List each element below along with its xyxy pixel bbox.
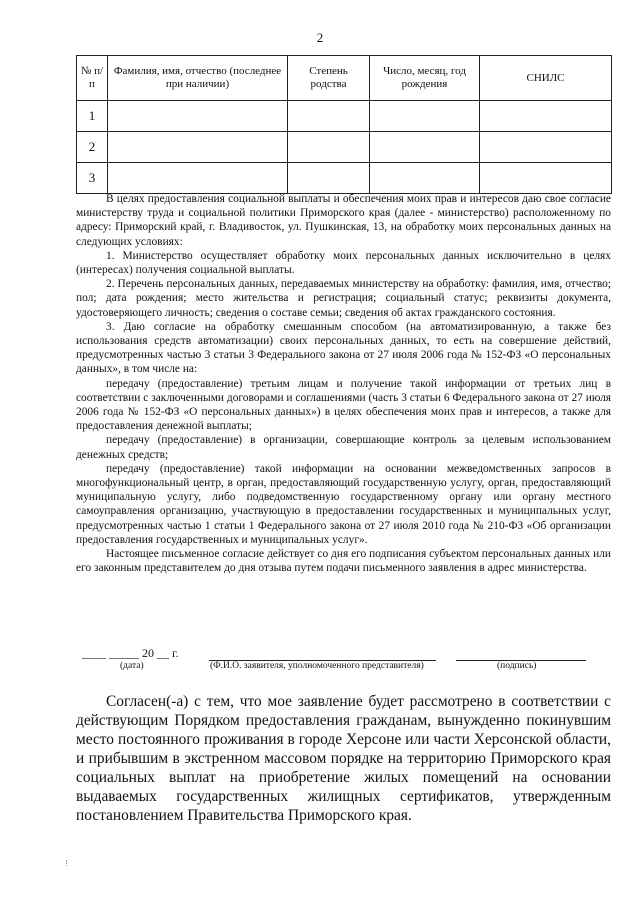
table-header-row: [77, 56, 612, 101]
scan-artifact: [66, 860, 69, 866]
consent-conditions-text: [76, 192, 611, 575]
header-relation: Степень родства: [288, 56, 370, 101]
cell-birth-date: [370, 132, 480, 163]
paragraph-transfer-third-parties: передачу (предоставление) третьим лицам и получение такой информации от третьих лиц в соответствии с заключенными договорами и соглашениями (часть 3 статьи 6 Федерального закона от 27 июля 2006 года № 152-ФЗ «О персональных данных») в целях обеспечения моих прав и интересов, а также для предоставления денежной выплаты;: [76, 377, 611, 433]
paragraph-validity: Настоящее письменное согласие действует со дня его подписания субъектом персональных данных или его законным представителем до дня отзыва путем подачи письменного заявления в адрес министерства.: [76, 548, 611, 575]
row-number: 2: [77, 132, 108, 163]
date-caption: (дата): [120, 661, 144, 671]
cell-relation: [288, 101, 370, 132]
cell-birth-date: [370, 163, 480, 194]
cell-full-name: [108, 132, 288, 163]
cell-snils: [480, 163, 612, 194]
header-number: № п/п: [77, 56, 108, 101]
signature-caption: (подпись): [497, 661, 537, 671]
paragraph-condition-1: 1. Министерство осуществляет обработку моих персональных данных исключительно в целях (интересах) получения социальной выплаты.: [76, 249, 611, 277]
paragraph-condition-2: 2. Перечень персональных данных, передаваемых министерству на обработку: фамилия, имя, отчество; пол; дата рождения; место жительства и регистрация; социальный статус; реквизиты документа, удостоверяющего личность; сведения о составе семьи; сведения об актах гражданского состояния.: [76, 278, 611, 319]
paragraph-transfer-interagency: передачу (предоставление) такой информации на основании межведомственных запросов в многофункциональный центр, в орган, предоставляющий государственную услугу, орган, предоставляющий муниципальную услугу, либо подведомственную государственному органу или органу местного самоуправления организацию, участвующую в предоставлении государственных и муниципальных услуг, предусмотренных частью 1 статьи 1 Федерального закона от 27 июля 2010 года № 210-ФЗ «Об организации предоставления государственных и муниципальных услуг».: [76, 462, 611, 546]
consent-paragraph: Согласен(-а) с тем, что мое заявление будет рассмотрено в соответствии с действующим Порядком предоставления гражданам, вынужденно покинувшим место постоянного проживания в городе Херсоне или части Херсонской области, и прибывшим в экстренном массовом порядке на территорию Приморского края социальных выплат на приобретение жилых помещений на основании выдаваемых государственных жилищных сертификатов, утвержденным постановлением Правительства Приморского края.: [76, 693, 611, 824]
cell-relation: [288, 132, 370, 163]
header-snils: СНИЛС: [480, 56, 612, 101]
paragraph-transfer-control: передачу (предоставление) в организации, совершающие контроль за целевым использованием денежных средств;: [76, 434, 611, 461]
row-number: 1: [77, 101, 108, 132]
row-number: 3: [77, 163, 108, 194]
table-row: [77, 163, 612, 194]
family-members-table: [76, 55, 612, 194]
consent-statement: [76, 692, 611, 825]
cell-full-name: [108, 101, 288, 132]
paragraph-condition-3: 3. Даю согласие на обработку смешанным способом (на автоматизированную, а также без использования средств автоматизации) своих персональных данных, то есть на совершение действий, предусмотренных частью 3 статьи 3 Федерального закона от 27 июля 2006 года № 152-ФЗ «О персональных данных», в том числе на:: [76, 320, 611, 376]
page-number: 2: [316, 30, 324, 45]
paragraph-purpose: В целях предоставления социальной выплаты и обеспечения моих прав и интересов даю свое согласие министерству труда и социальной политики Приморского края (далее - министерство) расположенному по адресу: Приморский край, г. Владивосток, ул. Пушкинская, 13, на обработку моих персональных данных на следующих условиях:: [76, 193, 611, 248]
cell-snils: [480, 132, 612, 163]
table-row: [77, 132, 612, 163]
date-field: ____ _____ 20 __ г.: [82, 646, 179, 660]
name-caption: (Ф.И.О. заявителя, уполномоченного представителя): [210, 661, 424, 671]
cell-snils: [480, 101, 612, 132]
signature-block: [76, 646, 611, 678]
cell-birth-date: [370, 101, 480, 132]
header-birth-date: Число, месяц, год рождения: [370, 56, 480, 101]
table-row: [77, 101, 612, 132]
header-full-name: Фамилия, имя, отчество (последнее при наличии): [108, 56, 288, 101]
cell-full-name: [108, 163, 288, 194]
cell-relation: [288, 163, 370, 194]
